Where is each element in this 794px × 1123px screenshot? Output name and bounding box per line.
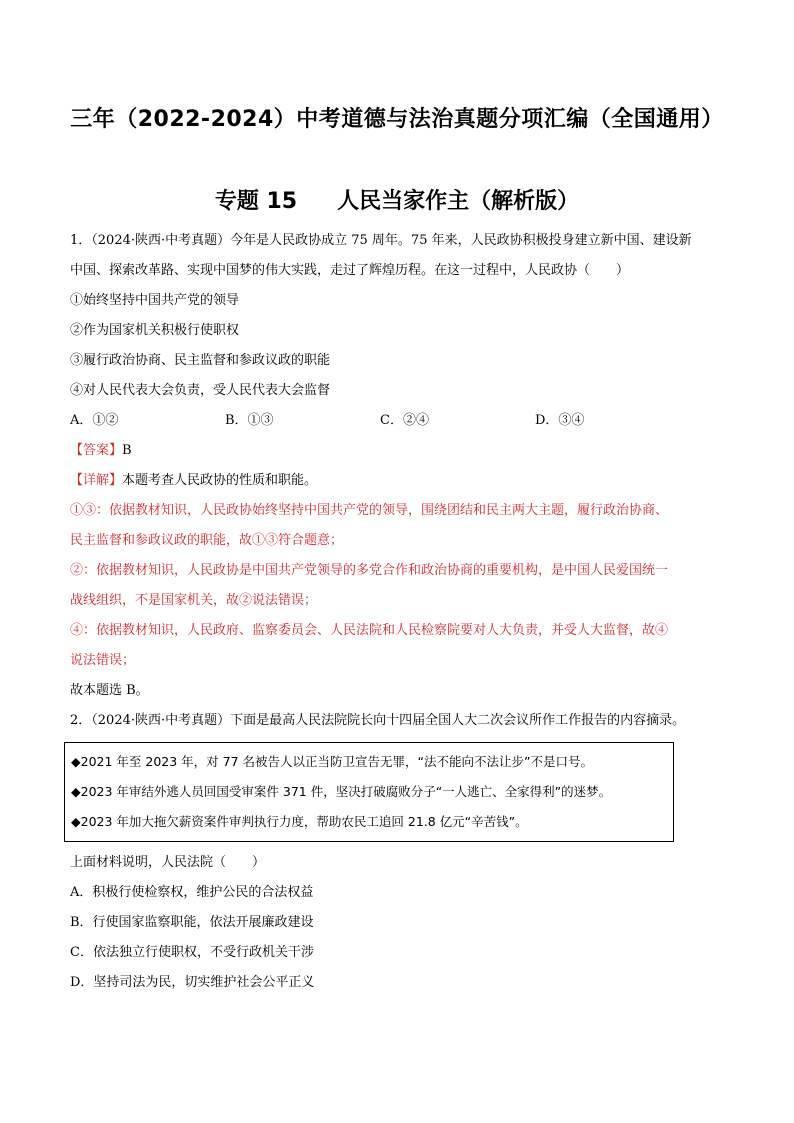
q1-analysis-1-line-1: ①③：依据教材知识，人民政协始终坚持中国共产党的领导，围绕团结和民主两大主题，履行政治协商、	[70, 503, 669, 518]
q1-analysis-1-line-2: 民主监督和参政议政的职能，故①③符合题意；	[70, 533, 344, 548]
answer-tag: 【答案】	[70, 443, 123, 458]
topic-name: 人民当家作主（解析版）	[337, 189, 580, 214]
q1-answer	[70, 436, 724, 466]
document-body	[70, 226, 724, 998]
q2-option-c: C．依法独立行使职权，不受行政机关干涉	[70, 945, 314, 960]
q2-material-box	[64, 742, 674, 842]
q1-option-a: A．①②	[70, 413, 119, 428]
q1-statement-1: ①始终坚持中国共产党的领导	[70, 293, 240, 308]
document-title: 三年（2022-2024）中考道德与法治真题分项汇编（全国通用）	[70, 107, 724, 132]
q2-question: 上面材料说明，人民法院（ ）	[70, 855, 266, 870]
q1-option-b: B．①③	[225, 413, 274, 428]
q1-option-c: C．②④	[380, 413, 429, 428]
q1-options	[70, 406, 724, 436]
q2-material-item-3: ◆2023 年加大拖欠薪资案件审判执行力度，帮助农民工追回 21.8 亿元“辛苦钱”。	[71, 814, 528, 829]
answer-value: B	[122, 443, 132, 458]
q1-stem-line-2: 中国、探索改革路、实现中国梦的伟大实践，走过了辉煌历程。在这一过程中，人民政协（ ）	[70, 263, 630, 278]
q2-material-item-2: ◆2023 年审结外逃人员回国受审案件 371 件，坚决打破腐败分子“一人逃亡、全家得利”的迷梦。	[71, 784, 612, 799]
q1-stem-line-1: 1．（2024·陕西·中考真题）今年是人民政协成立 75 周年。75 年来，人民政协积极投身建立新中国、建设新	[70, 233, 692, 248]
q2-option-a: A．积极行使检察权，维护公民的合法权益	[70, 885, 314, 900]
q1-statement-4: ④对人民代表大会负责，受人民代表大会监督	[70, 383, 331, 398]
q1-statement-2: ②作为国家机关积极行使职权	[70, 323, 240, 338]
q1-option-d: D．③④	[535, 413, 585, 428]
q1-analysis-3-line-2: 说法错误；	[70, 653, 136, 668]
topic-number: 专题 15	[214, 189, 298, 214]
q2-option-b: B．行使国家监察职能，依法开展廉政建设	[70, 915, 314, 930]
detail-intro: 本题考查人民政协的性质和职能。	[122, 473, 318, 488]
detail-tag: 【详解】	[70, 473, 123, 488]
q1-conclusion: 故本题选 B。	[70, 683, 149, 698]
q2-stem: 2．（2024·陕西·中考真题）下面是最高人民法院院长向十四届全国人大二次会议所作工作报告的内容摘录。	[70, 713, 686, 728]
q1-analysis-2-line-1: ②：依据教材知识，人民政协是中国共产党领导的多党合作和政治协商的重要机构，是中国人民爱国统一	[70, 563, 669, 578]
topic-title	[0, 184, 794, 215]
q1-detail	[70, 466, 724, 496]
q2-option-d: D．坚持司法为民，切实维护社会公平正义	[70, 975, 315, 990]
q1-statement-3: ③履行政治协商、民主监督和参政议政的职能	[70, 353, 331, 368]
q1-analysis-3-line-1: ④：依据教材知识，人民政府、监察委员会、人民法院和人民检察院要对人大负责，并受人大监督，故④	[70, 623, 669, 638]
q2-material-item-1: ◆2021 年至 2023 年，对 77 名被告人以正当防卫宣告无罪，“法不能向不法让步”不是口号。	[71, 754, 593, 769]
q1-analysis-2-line-2: 战线组织，不是国家机关，故②说法错误；	[70, 593, 318, 608]
